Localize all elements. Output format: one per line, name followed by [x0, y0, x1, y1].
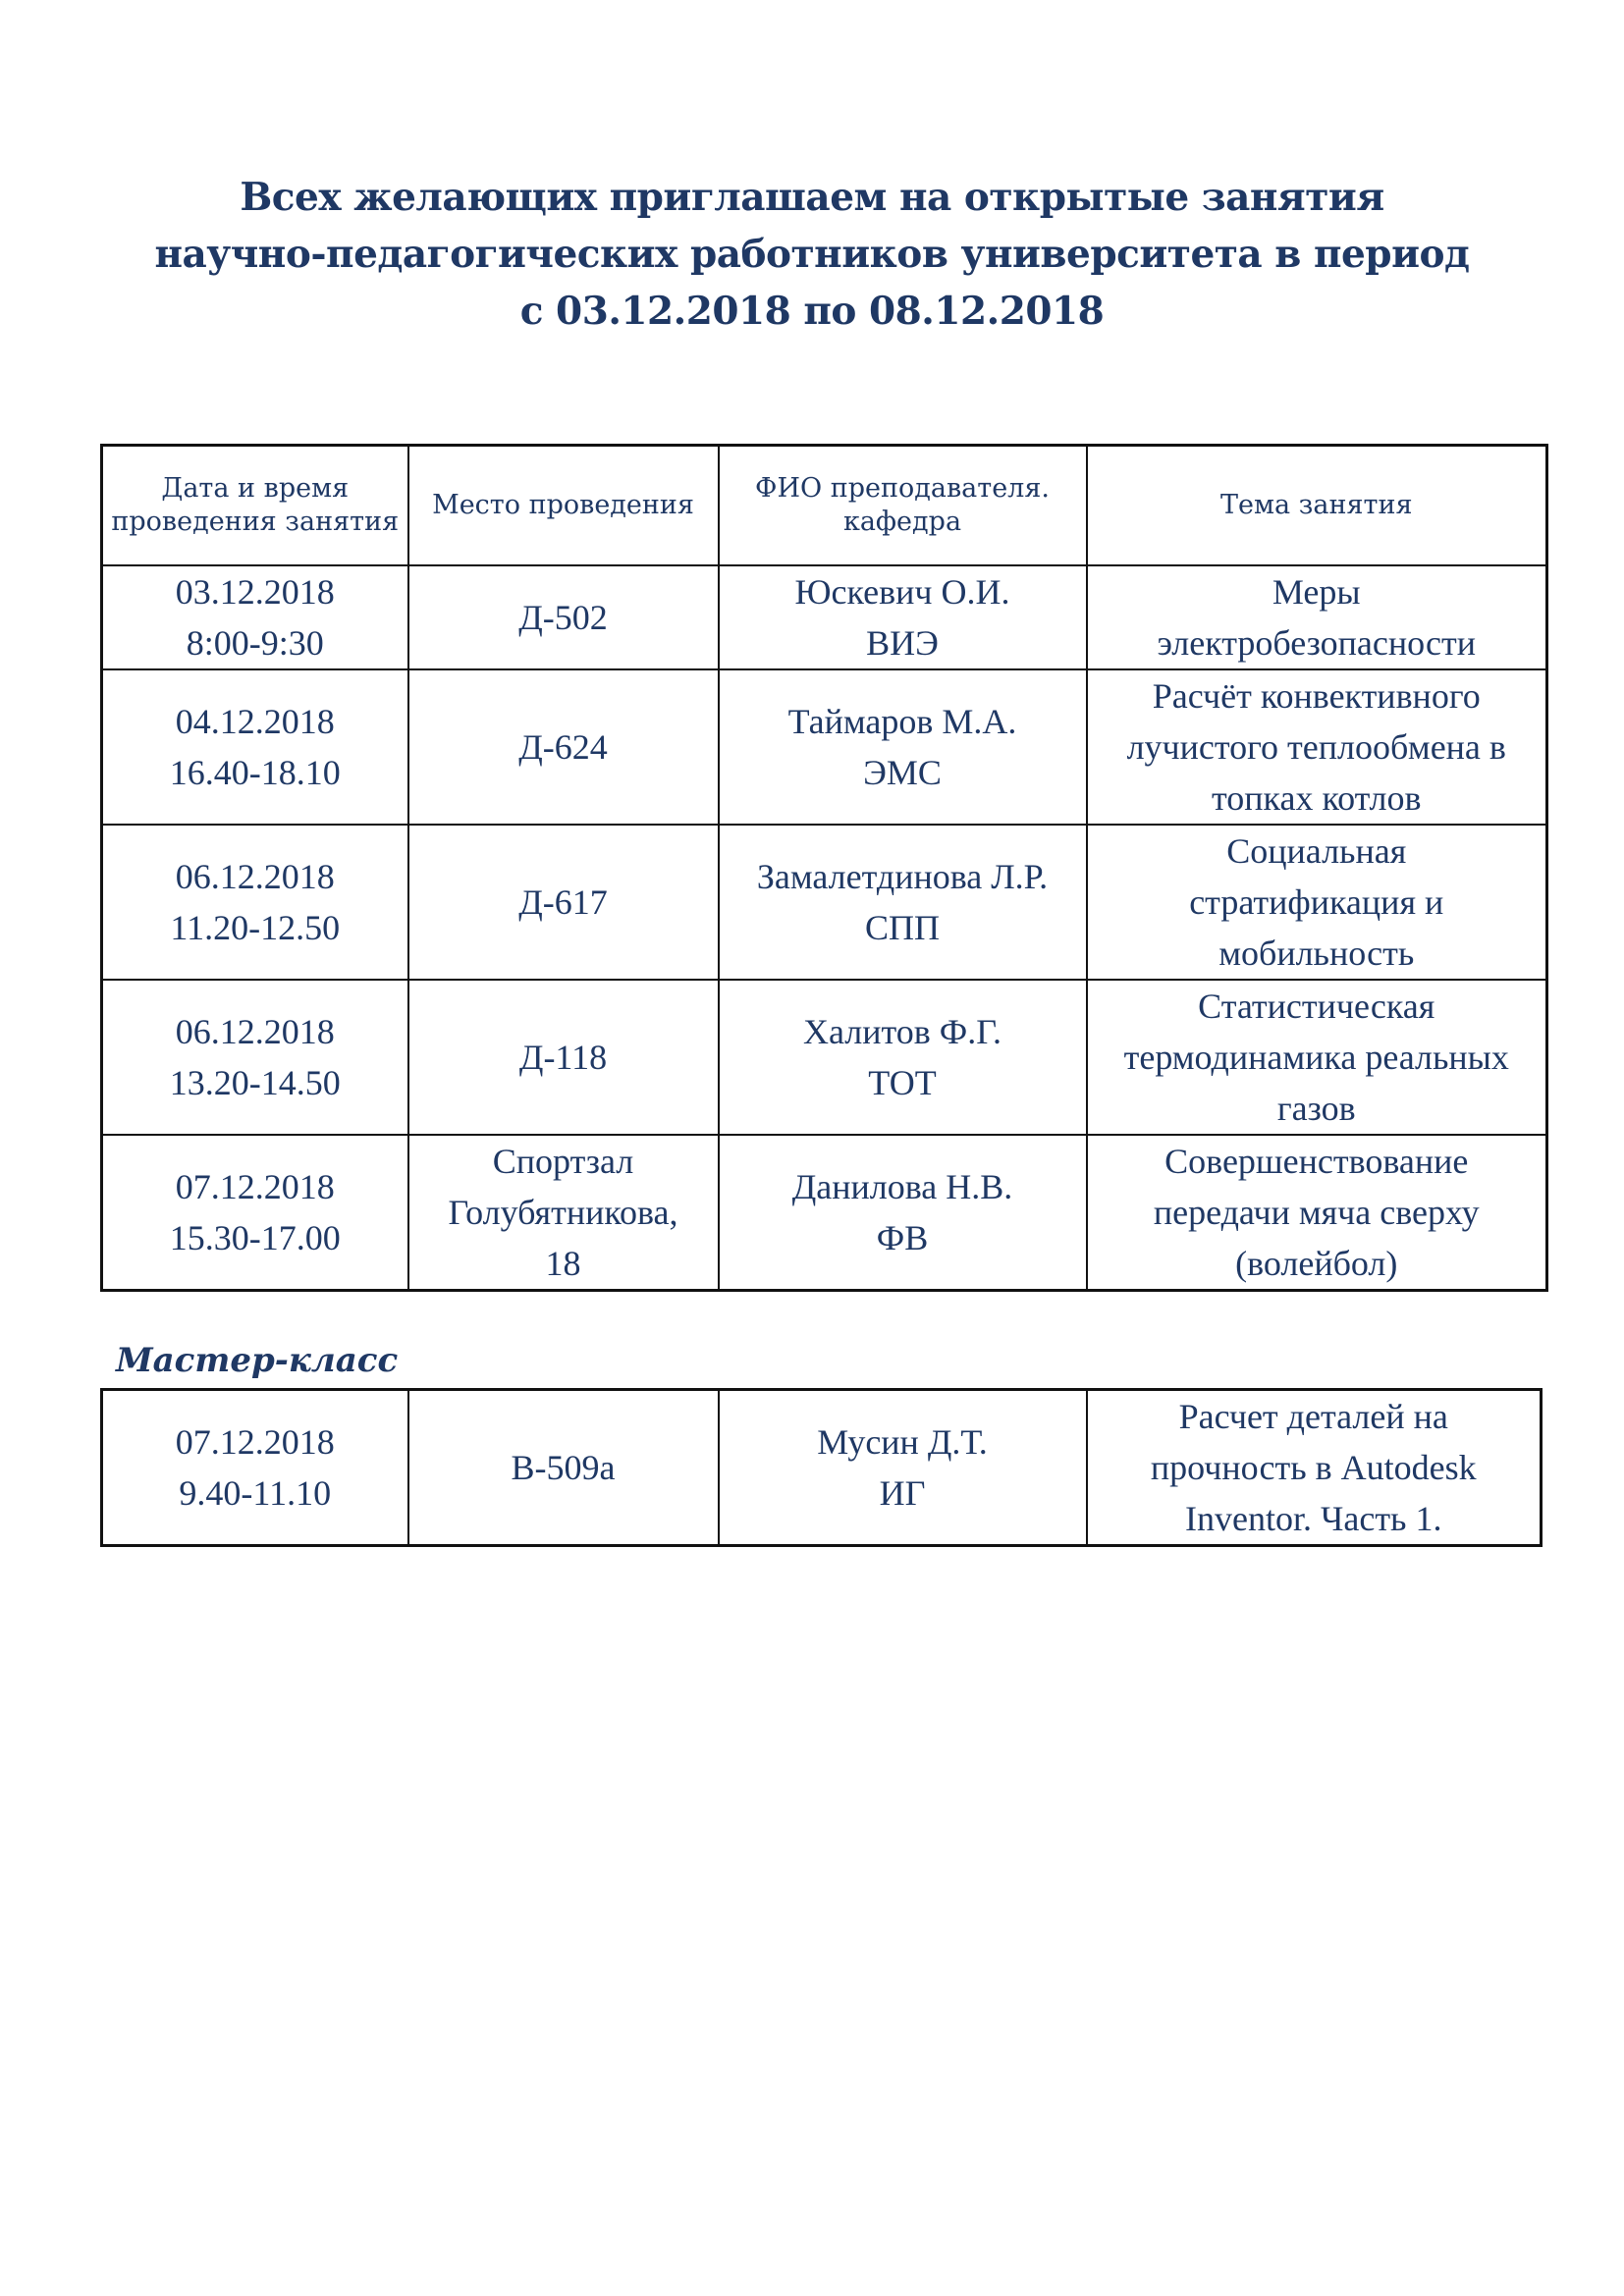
title-line-2: научно-педагогических работников университета в период — [154, 232, 1470, 277]
cell-topic-line: (волейбол) — [1235, 1244, 1398, 1283]
cell-topic-line: термодинамика реальных — [1123, 1038, 1509, 1077]
master-class-heading: Мастер-класс — [116, 1341, 399, 1380]
cell-place — [408, 980, 719, 1135]
cell-topic-line: Статистическая — [1198, 987, 1435, 1026]
cell-teacher-name: Юскевич О.И. — [794, 572, 1010, 612]
cell-datetime — [102, 980, 408, 1135]
cell-time: 16.40-18.10 — [169, 753, 341, 792]
title-line-1: Всех желающих приглашаем на открытые занятия — [240, 175, 1384, 220]
cell-time: 11.20-12.50 — [170, 908, 341, 947]
table-row — [102, 669, 1547, 825]
cell-time: 13.20-14.50 — [169, 1063, 341, 1102]
cell-topic-line: Расчет деталей на — [1178, 1397, 1448, 1436]
table-row — [102, 565, 1547, 669]
cell-place-text: Спортзал — [492, 1142, 634, 1181]
cell-place — [408, 1135, 719, 1291]
cell-department: СПП — [864, 908, 940, 947]
cell-place-text: Д-502 — [518, 598, 608, 637]
cell-topic-line: газов — [1276, 1089, 1356, 1128]
table-row — [102, 980, 1547, 1135]
cell-teacher — [719, 565, 1087, 669]
cell-topic-line: Совершенствование — [1164, 1142, 1469, 1181]
cell-place — [408, 1390, 719, 1546]
cell-place-text: 18 — [545, 1244, 581, 1283]
cell-teacher-name: Таймаров М.А. — [787, 702, 1017, 741]
cell-department: ТОТ — [868, 1063, 937, 1102]
table-header-row — [102, 446, 1547, 566]
title-line-3: с 03.12.2018 по 08.12.2018 — [519, 289, 1105, 334]
cell-time: 9.40-11.10 — [179, 1473, 332, 1513]
cell-topic — [1087, 825, 1547, 980]
cell-date: 07.12.2018 — [175, 1167, 335, 1206]
cell-topic-line: электробезопасности — [1157, 623, 1477, 663]
cell-datetime — [102, 1135, 408, 1291]
cell-teacher — [719, 1390, 1087, 1546]
table-row — [102, 825, 1547, 980]
cell-teacher — [719, 669, 1087, 825]
cell-datetime — [102, 669, 408, 825]
cell-datetime — [102, 1390, 408, 1546]
header-topic: Тема занятия — [1087, 446, 1547, 566]
cell-topic — [1087, 565, 1547, 669]
cell-department: ЭМС — [863, 753, 942, 792]
cell-datetime — [102, 565, 408, 669]
cell-teacher-name: Данилова Н.В. — [791, 1167, 1013, 1206]
header-datetime: Дата и время проведения занятия — [102, 446, 408, 566]
cell-place — [408, 669, 719, 825]
cell-topic-line: лучистого теплообмена в — [1126, 727, 1506, 767]
schedule-table — [100, 444, 1548, 1292]
cell-department: ИГ — [879, 1473, 926, 1513]
cell-topic-line: Расчёт конвективного — [1152, 676, 1481, 716]
cell-date: 06.12.2018 — [175, 857, 335, 896]
cell-topic-line: стратификация и — [1189, 882, 1444, 922]
cell-place — [408, 825, 719, 980]
cell-topic-line: Меры — [1272, 572, 1361, 612]
cell-teacher — [719, 1135, 1087, 1291]
cell-date: 03.12.2018 — [175, 572, 335, 612]
cell-time: 15.30-17.00 — [169, 1218, 341, 1257]
cell-date: 06.12.2018 — [175, 1012, 335, 1051]
cell-place-text: Д-624 — [518, 727, 608, 767]
table-row — [102, 1135, 1547, 1291]
cell-department: ФВ — [876, 1218, 929, 1257]
table-row — [102, 1390, 1542, 1546]
cell-place-text: В-509а — [511, 1448, 616, 1487]
page-title — [0, 169, 1624, 340]
cell-teacher-name: Мусин Д.Т. — [817, 1422, 988, 1462]
cell-datetime — [102, 825, 408, 980]
cell-topic-line: Inventor. Часть 1. — [1185, 1499, 1442, 1538]
cell-teacher-name: Халитов Ф.Г. — [803, 1012, 1001, 1051]
cell-place-text: Голубятникова, — [448, 1193, 678, 1232]
cell-time: 8:00-9:30 — [186, 623, 324, 663]
cell-date: 04.12.2018 — [175, 702, 335, 741]
cell-place-text: Д-617 — [518, 882, 608, 922]
cell-place-text: Д-118 — [518, 1038, 608, 1077]
cell-topic-line: мобильность — [1218, 934, 1415, 973]
cell-topic — [1087, 980, 1547, 1135]
cell-topic-line: прочность в Autodesk — [1150, 1448, 1477, 1487]
header-place: Место проведения — [408, 446, 719, 566]
cell-topic — [1087, 1390, 1542, 1546]
cell-topic-line: Социальная — [1226, 831, 1407, 871]
cell-teacher-name: Замалетдинова Л.Р. — [756, 857, 1049, 896]
cell-department: ВИЭ — [866, 623, 939, 663]
cell-teacher — [719, 980, 1087, 1135]
cell-topic — [1087, 1135, 1547, 1291]
cell-topic — [1087, 669, 1547, 825]
cell-place — [408, 565, 719, 669]
header-teacher: ФИО преподавателя. кафедра — [719, 446, 1087, 566]
master-class-table — [100, 1388, 1543, 1547]
cell-topic-line: передачи мяча сверху — [1153, 1193, 1480, 1232]
cell-teacher — [719, 825, 1087, 980]
cell-topic-line: топках котлов — [1212, 778, 1422, 818]
cell-date: 07.12.2018 — [175, 1422, 335, 1462]
